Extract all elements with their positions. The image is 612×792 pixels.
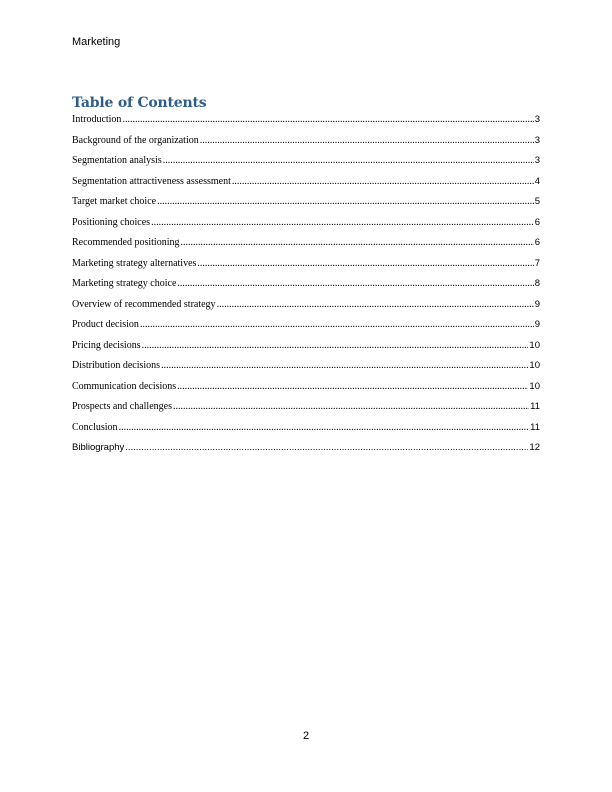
toc-entry-label: Segmentation analysis xyxy=(72,155,162,166)
toc-dot-leader xyxy=(181,237,534,248)
toc-entry-label: Introduction xyxy=(72,114,122,125)
toc-entry-recommended-positioning[interactable] xyxy=(72,237,540,258)
toc-entry-page: 11 xyxy=(530,401,540,412)
toc-entry-segmentation-analysis[interactable] xyxy=(72,155,540,176)
toc-entry-label: Prospects and challenges xyxy=(72,401,172,412)
toc-entry-page: 8 xyxy=(534,278,540,289)
toc-entry-label: Overview of recommended strategy xyxy=(72,298,216,310)
toc-dot-leader xyxy=(161,360,528,371)
toc-entry-page: 7 xyxy=(534,257,540,269)
toc-entry-segmentation-attractiveness[interactable] xyxy=(72,176,540,197)
page-header: Marketing xyxy=(72,36,121,48)
toc-dot-leader xyxy=(177,381,528,392)
toc-entry-label: Marketing strategy alternatives xyxy=(72,257,197,269)
toc-entry-page: 5 xyxy=(534,196,540,207)
toc-dot-leader xyxy=(151,217,534,228)
toc-dot-leader xyxy=(163,155,534,166)
toc-entry-label: Recommended positioning xyxy=(72,237,180,248)
toc-entry-background[interactable] xyxy=(72,135,540,156)
toc-entry-pricing-decisions[interactable] xyxy=(72,340,540,361)
toc-entry-page: 10 xyxy=(529,339,540,351)
toc-dot-leader xyxy=(177,278,533,289)
toc-dot-leader xyxy=(119,422,530,433)
toc-dot-leader xyxy=(200,135,534,146)
toc-entry-introduction[interactable] xyxy=(72,114,540,135)
page-number: 2 xyxy=(302,730,310,742)
toc-entry-strategy-overview[interactable] xyxy=(72,299,540,320)
toc-dot-leader xyxy=(217,299,534,310)
toc-entry-label: Bibliography xyxy=(72,442,125,453)
toc-entry-page: 10 xyxy=(529,360,540,371)
toc-entry-distribution-decisions[interactable] xyxy=(72,360,540,381)
toc-entry-page: 10 xyxy=(529,380,540,392)
toc-entry-page: 3 xyxy=(534,114,540,125)
toc-entry-label: Pricing decisions xyxy=(72,339,141,351)
toc-entry-page: 11 xyxy=(530,421,540,433)
toc-entry-label: Background of the organization xyxy=(72,134,199,146)
toc-dot-leader xyxy=(173,401,529,412)
toc-entry-label: Segmentation attractiveness assessment xyxy=(72,175,231,187)
toc-entry-label: Communication decisions xyxy=(72,380,177,392)
toc-entry-page: 6 xyxy=(534,216,540,228)
toc-entry-page: 3 xyxy=(534,155,540,166)
toc-dot-leader xyxy=(157,196,534,207)
toc-dot-leader xyxy=(232,176,534,187)
toc-dot-leader xyxy=(142,340,529,351)
toc-entry-label: Distribution decisions xyxy=(72,360,161,371)
toc-entry-communication-decisions[interactable] xyxy=(72,381,540,402)
toc-entry-page: 9 xyxy=(534,298,540,310)
toc-entry-page: 4 xyxy=(534,175,540,187)
toc-entry-page: 12 xyxy=(529,442,540,453)
toc-entry-label: Positioning choices xyxy=(72,216,151,228)
toc-entry-page: 9 xyxy=(534,319,540,330)
toc-entry-label: Conclusion xyxy=(72,421,118,433)
toc-entry-page: 3 xyxy=(534,134,540,146)
toc-entry-label: Marketing strategy choice xyxy=(72,278,177,289)
toc-entry-strategy-alternatives[interactable] xyxy=(72,258,540,279)
toc-entry-label: Product decision xyxy=(72,319,139,330)
toc-entry-product-decision[interactable] xyxy=(72,319,540,340)
toc-dot-leader xyxy=(140,319,534,330)
toc-entry-conclusion[interactable] xyxy=(72,422,540,443)
toc-entry-prospects-challenges[interactable] xyxy=(72,401,540,422)
toc-entry-label: Target market choice xyxy=(72,196,157,207)
table-of-contents xyxy=(72,114,540,463)
toc-entry-page: 6 xyxy=(534,237,540,248)
toc-entry-strategy-choice[interactable] xyxy=(72,278,540,299)
toc-entry-target-market[interactable] xyxy=(72,196,540,217)
toc-dot-leader xyxy=(197,258,533,269)
toc-entry-bibliography[interactable] xyxy=(72,442,540,463)
toc-entry-positioning-choices[interactable] xyxy=(72,217,540,238)
toc-title: Table of Contents xyxy=(72,95,207,111)
toc-dot-leader xyxy=(122,114,533,125)
toc-dot-leader xyxy=(125,442,528,453)
